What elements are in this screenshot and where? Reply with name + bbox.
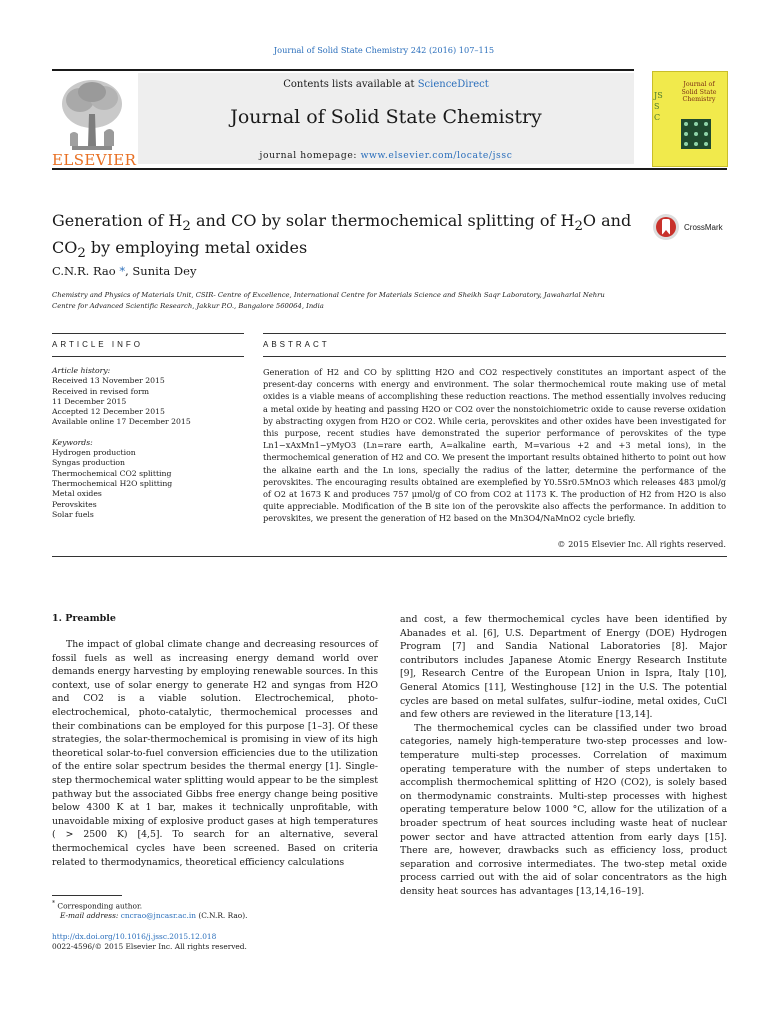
author-name[interactable]: C.N.R. Rao — [52, 264, 116, 278]
affiliation-line: Centre for Advanced Scientific Research, Jakkur P.O., Bangalore 560064, India — [52, 301, 324, 310]
corresponding-author-mark[interactable]: * — [115, 264, 126, 278]
article-info — [52, 366, 244, 520]
cover-crystal-grid-icon — [681, 119, 711, 149]
doi-block — [52, 932, 247, 953]
title-subscript: 2 — [574, 219, 583, 235]
abstract-text: Generation of H2 and CO by splitting H2O and CO2 respectively constitutes an important aspect of the present-day concerns with energy and environment. The solar thermochemical route making use of metal oxides is a viable means of accomplishing these reduction reactions. The method essentially involves reducing a metal oxide by heating and passing H2O or CO2 over the nonstoichiometric oxide to cause reverse oxidation by abstracting oxygen from H2O or CO2. While ceria, perovskites and other oxides have been investigated for this purpose, recent studies have demonstrated the superior performance of perovskites of the type Ln1−xAxMn1−yMyO3 (Ln=rare earth, A=alkaline earth, M=various +2 and +3 metal ions), in the thermochemical generation of H2 and CO. We present the important results obtained hitherto to point out how the alkaine earth and the Ln ions, specially the radius of the latter, determine the performance of the perovskites. The encouraging results obtained are exemplefied by Y0.5Sr0.5MnO3 which releases 483 μmol/g of O2 at 1673 K and produces 757 μmol/g of CO from CO2 at 1173 K. The production of H2 from H2O is also quite appreciable. Modification of the B site ion of the perovskite also affects the performance. In addition to perovskites, we present the generation of H2 based on the Mn3O4/NaMnO2 cycle briefly. — [263, 367, 726, 524]
keyword: Thermochemical H2O splitting — [52, 478, 173, 488]
body-column-left — [52, 638, 378, 869]
author-separator: , — [125, 264, 133, 278]
issn-line: 0022-4596/© 2015 Elsevier Inc. All rights reserved. — [52, 942, 247, 952]
footnote-mark: * — [52, 900, 56, 907]
author-list — [52, 264, 196, 278]
title-subscript: 2 — [182, 219, 191, 235]
history-label: Article history: — [52, 366, 111, 375]
title-part: and CO by solar thermochemical splitting of H — [190, 211, 575, 230]
body-paragraph: and cost, a few thermochemical cycles have been identified by Abanades et al. [6], U.S. Department of Energy (DOE) Hydrogen Program [7] and Sandia National Laboratories [8]. Major contributors includes Japanese Atomic Energy Research Institute [9], Research Centre of the European Union in Ispra, Italy [10], General Atomics [11], Westinghouse [12] in the U.S. The potential cycles are based on metal sulfates, sulfur–iodine, metal oxides, CuCl and few others are reviewed in the literature [13,14]. — [400, 614, 727, 721]
title-subscript: 2 — [77, 246, 86, 262]
abstract-heading: ABSTRACT — [263, 340, 330, 349]
affiliation — [52, 290, 672, 311]
contents-line — [138, 79, 634, 90]
history-item: 11 December 2015 — [52, 396, 127, 406]
header-rule-top — [52, 69, 634, 71]
article-info-heading: ARTICLE INFO — [52, 340, 143, 349]
keyword: Syngas production — [52, 458, 125, 468]
keyword: Solar fuels — [52, 509, 94, 519]
section-rule — [263, 333, 726, 334]
homepage-line — [138, 150, 634, 161]
cover-title: Journal of Solid State Chemistry — [681, 81, 717, 103]
title-part: Generation of H — [52, 211, 183, 230]
history-item: Accepted 12 December 2015 — [52, 407, 165, 417]
keyword: Metal oxides — [52, 489, 102, 499]
email-label: E-mail address: — [60, 911, 121, 921]
journal-citation[interactable]: Journal of Solid State Chemistry 242 (2016) 107–115 — [273, 45, 495, 55]
footnote-rule — [52, 895, 122, 896]
keywords-label: Keywords: — [52, 437, 93, 447]
body-paragraph: The impact of global climate change and decreasing resources of fossil fuels as well as increasing energy demand world over demands energy harvesting by employing renewable sources. In this context, use of solar energy to generate H2 and syngas from H2O and CO2 is a viable solution. Electrochemical, photo-electrochemical, photo-catalytic, thermochemical processes and their combinations can be employed for this purpose [1–3]. Of these strategies, the solar-thermochemical is promising in view of its high theoretical solar-to-fuel conversion efficiencies due to the utilization of the entire solar spectrum besides the thermal energy [1]. Single-step thermochemical water splitting would appear to be the simplest pathway but the associated Gibbs free energy change being positive below 4300 K at 1 bar, makes it technically unprofitable, with unavoidable mixing of explosive product gases at high temperatures ( > 2500 K) [4,5]. To search for an alternative, several thermochemical cycles have been screened. Based on criteria related to thermodynamics, theoretical efficiency calculations — [52, 639, 378, 868]
crossmark-label[interactable]: CrossMark — [684, 223, 723, 232]
doi-link[interactable]: http://dx.doi.org/10.1016/j.jssc.2015.12.018 — [52, 932, 217, 941]
body-paragraph: The thermochemical cycles can be classified under two broad categories, namely high-temperature two-step processes and low-temperature multi-step processes. Correlation of maximum operating temperature with the number of steps undertaken to accomplish thermochemical splitting of H2O (CO2), is solely based on thermodynamic constraints. Multi-step processes with highest operating temperature below 1000 °C, allow for the utilization of a broader spectrum of heat sources including waste heat of nuclear power sector and have attracted attention from early days [15]. There are, however, drawbacks such as efficiency loss, product separation and corrosive intermediates. The two-step metal oxide process carried out with the aid of solar concentrators as the high density heat sources has advantages [13,14,16–19]. — [400, 722, 727, 897]
article-title — [52, 210, 632, 264]
email-link[interactable]: cncrao@jncasr.ac.in — [120, 911, 197, 921]
history-item: Received 13 November 2015 — [52, 376, 165, 386]
section-rule — [263, 356, 726, 357]
contents-prefix: Contents lists available at — [283, 79, 418, 90]
sciencedirect-link[interactable]: ScienceDirect — [417, 79, 489, 90]
title-part: by employing metal oxides — [85, 238, 308, 258]
header-rule-bottom — [52, 168, 727, 170]
email-suffix: (C.N.R. Rao). — [196, 911, 248, 921]
section-rule — [52, 356, 244, 357]
homepage-prefix: journal homepage: — [259, 150, 361, 161]
keyword: Thermochemical CO2 splitting — [52, 468, 172, 478]
keyword: Perovskites — [52, 499, 97, 509]
section-heading: 1. Preamble — [52, 613, 116, 624]
homepage-link[interactable]: www.elsevier.com/locate/jssc — [360, 150, 513, 161]
cover-abbrev: JSSC — [654, 91, 663, 122]
section-rule — [52, 556, 727, 557]
footnote-text: Corresponding author. — [55, 901, 143, 911]
affiliation-line: Chemistry and Physics of Materials Unit, CSIR- Centre of Excellence, International Centre for Materials Science and Sheikh Saqr Laboratory, Jawaharlal Nehru — [52, 291, 605, 299]
elsevier-wordmark: ELSEVIER — [52, 151, 137, 169]
body-column-right — [400, 613, 727, 898]
journal-name: Journal of Solid State Chemistry — [230, 106, 542, 128]
title-part: O and — [582, 211, 632, 230]
section-rule — [52, 333, 244, 334]
footnote — [52, 899, 382, 921]
history-item: Available online 17 December 2015 — [52, 417, 191, 427]
author-name[interactable]: Sunita Dey — [132, 264, 197, 278]
abstract-copyright: © 2015 Elsevier Inc. All rights reserved. — [557, 539, 726, 549]
keyword: Hydrogen production — [52, 448, 136, 458]
title-part: CO — [52, 238, 78, 258]
history-item: Received in revised form — [52, 386, 150, 396]
